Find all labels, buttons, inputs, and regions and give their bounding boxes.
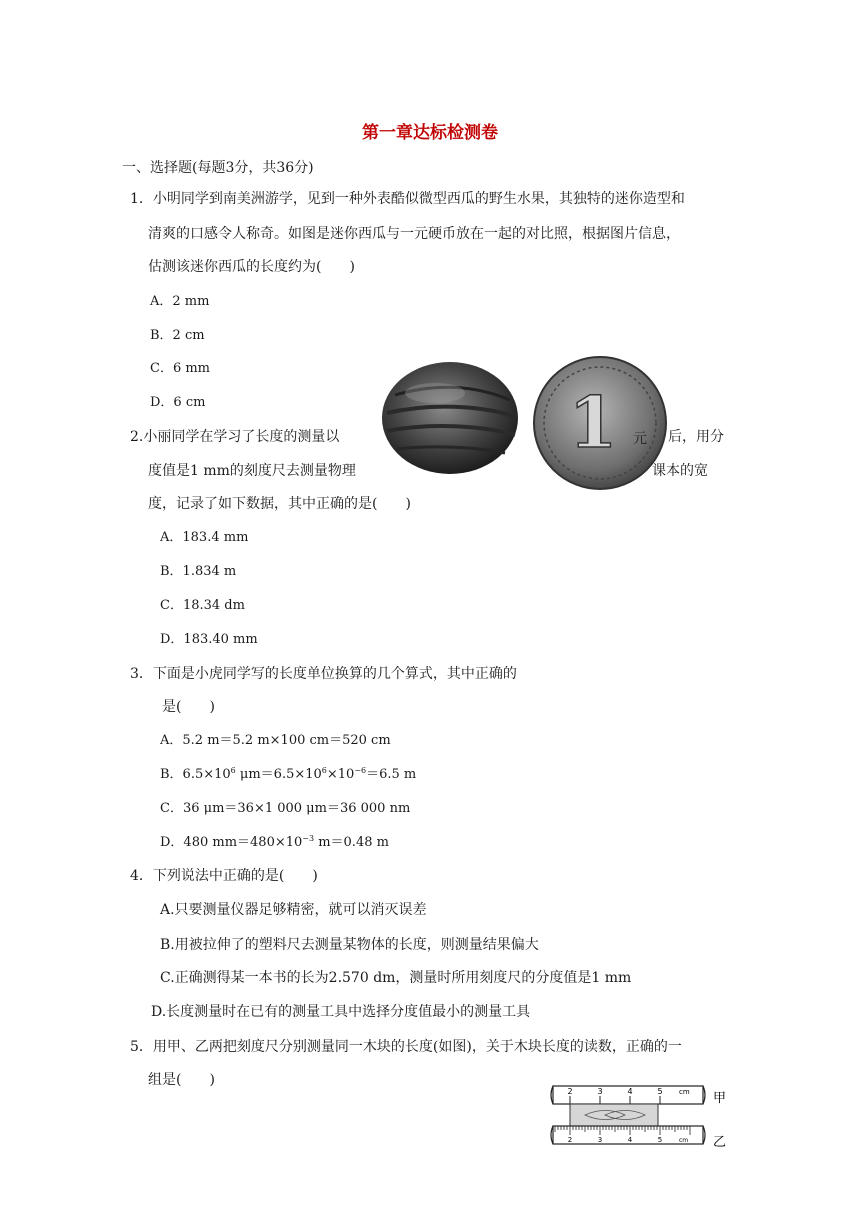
watermelon-coin-figure <box>375 355 670 490</box>
q2-line-2-left: 度值是1 mm的刻度尺去测量物理 <box>148 463 356 479</box>
ruler-b-unit: cm <box>679 1137 689 1144</box>
q4-option-b: B.用被拉伸了的塑料尺去测量某物体的长度，则测量结果偏大 <box>160 937 539 953</box>
ruler-b-tick-5: 5 <box>657 1136 663 1144</box>
ruler-b-tick-4: 4 <box>627 1136 633 1144</box>
q2-option-d: D．183.40 mm <box>160 632 258 647</box>
q3-line-1: 3．下面是小虎同学写的长度单位换算的几个算式，其中正确的 <box>130 666 517 682</box>
page-title: 第一章达标检测卷 <box>362 123 498 143</box>
q4-option-c: C.正确测得某一本书的长为2.570 dm，测量时所用刻度尺的分度值是1 mm <box>160 970 632 986</box>
q5-line-1: 5．用甲、乙两把刻度尺分别测量同一木块的长度(如图)，关于木块长度的读数，正确的一 <box>130 1039 682 1055</box>
q4-option-d: D.长度测量时在已有的测量工具中选择分度值最小的测量工具 <box>151 1004 531 1020</box>
ruler-b-tick-2: 2 <box>567 1136 573 1144</box>
q2-option-c: C．18.34 dm <box>160 598 245 613</box>
q3-option-c: C．36 μm＝36×1 000 μm＝36 000 nm <box>160 801 411 816</box>
q3-line-2: 是( ) <box>162 699 215 715</box>
coin-digit: 1 <box>568 381 618 464</box>
q2-line-1-right: 后，用分 <box>668 429 724 445</box>
watermelon-image <box>382 362 518 474</box>
coin-image <box>534 357 666 489</box>
q3-option-d: D．480 $mm=480\times 10^{-3}$ m＝0.48 m <box>160 834 389 850</box>
q4-option-a: A.只要测量仪器足够精密，就可以消灭误差 <box>160 902 427 918</box>
ruler-a-tick-5: 5 <box>657 1087 663 1096</box>
ruler-a-unit: cm <box>679 1088 690 1096</box>
q1-option-a: A．2 mm <box>150 294 210 309</box>
ruler-b-label: 乙 <box>713 1135 727 1150</box>
q1-line-1: 1．小明同学到南美洲游学，见到一种外表酷似微型西瓜的野生水果，其独特的迷你造型和 <box>130 191 685 207</box>
q1-option-c: C．6 mm <box>150 361 211 376</box>
q1-option-b: B．2 cm <box>150 328 205 343</box>
coin-unit: 元 <box>633 431 647 447</box>
q3-option-b: B．$6.5\times 10^6$ $\mu m=6.5\times 10^6\times 10^{-6}=6.5$ m <box>160 766 417 782</box>
q2-line-2-right: 课本的宽 <box>652 463 708 479</box>
ruler-b-tick-3: 3 <box>597 1136 603 1144</box>
ruler-a-tick-4: 4 <box>627 1087 633 1096</box>
q3-option-a: A．5.2 m＝5.2 m×100 cm＝520 cm <box>160 733 391 748</box>
ruler-a-tick-2: 2 <box>567 1087 573 1096</box>
q1-option-d: D．6 cm <box>150 395 206 410</box>
section-header: 一、选择题(每题3分，共36分) <box>122 160 314 176</box>
q4-line-1: 4．下列说法中正确的是( ) <box>130 868 318 884</box>
ruler-figure <box>545 1080 735 1154</box>
q2-line-1-left: 2.小丽同学在学习了长度的测量以 <box>130 429 340 445</box>
q2-line-3: 度，记录了如下数据，其中正确的是( ) <box>148 496 411 512</box>
ruler-a-label: 甲 <box>713 1091 727 1106</box>
q1-line-2: 清爽的口感令人称奇。如图是迷你西瓜与一元硬币放在一起的对比照，根据图片信息， <box>148 226 680 242</box>
q2-option-a: A．183.4 mm <box>160 530 249 545</box>
q5-line-2: 组是( ) <box>148 1072 215 1088</box>
q2-option-b: B．1.834 m <box>160 564 237 579</box>
q1-line-3: 估测该迷你西瓜的长度约为( ) <box>148 259 355 275</box>
ruler-a-tick-3: 3 <box>597 1087 603 1096</box>
